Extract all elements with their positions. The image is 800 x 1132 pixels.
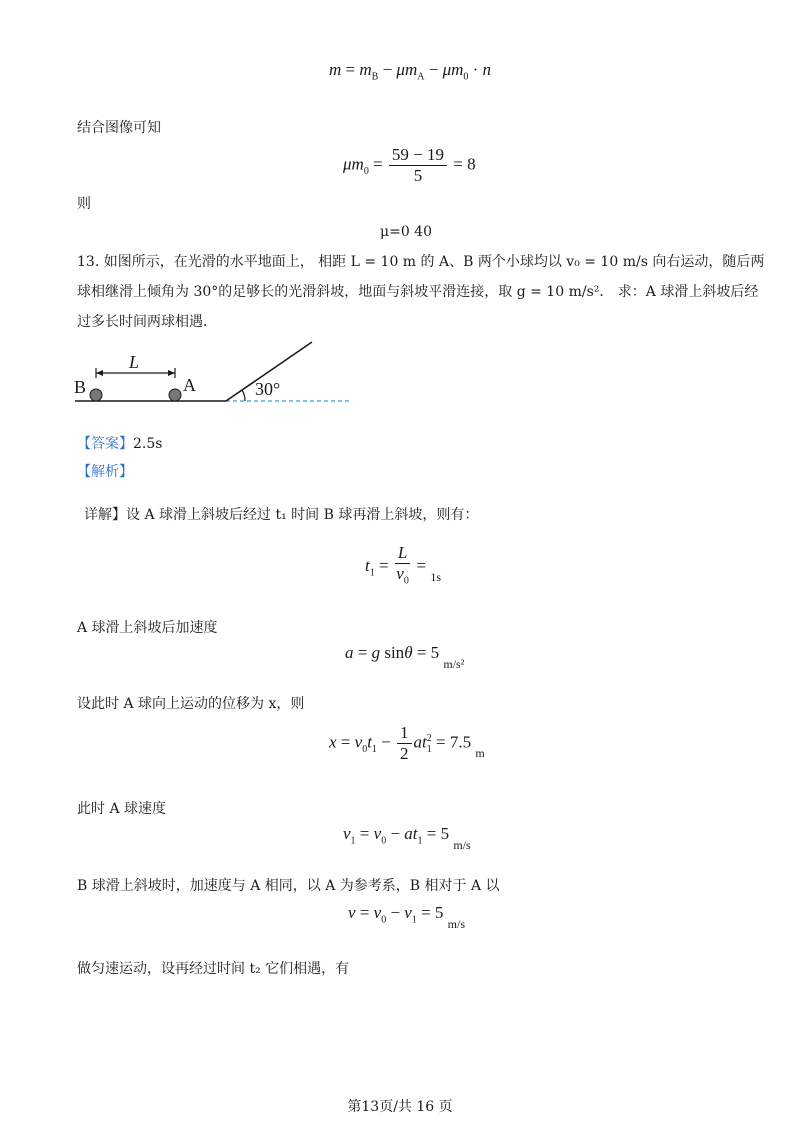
answer-line — [77, 434, 162, 454]
ball-a — [169, 389, 181, 401]
problem-line-3: 过多长时间两球相遇． — [77, 314, 217, 330]
disp-label: 设此时 A 球向上运动的位移为 x，则 — [77, 696, 305, 712]
equation-velocity: $v_1 = v_0 - at_1 = 5$ $_{m/s}$ — [343, 824, 471, 852]
label-a: A — [183, 375, 196, 395]
distance-arrow-right-head — [168, 370, 175, 376]
rel-unit: m/s — [447, 917, 466, 931]
mu-value: μ=0 40 — [380, 224, 433, 240]
analysis-tag: 【解析】 — [77, 464, 133, 480]
vel-result: 5 — [440, 824, 450, 843]
vel-label: 此时 A 球速度 — [77, 801, 167, 817]
equation-relative-velocity: $v = v_0 - v_1 = 5$ $_{m/s}$ — [348, 903, 466, 931]
disp-result: 7.5 — [449, 732, 472, 752]
uniform-label: 做匀速运动，设再经过时间 t₂ 它们相遇，有 — [77, 961, 350, 977]
page-footer: 第13页/共 16 页 — [347, 1099, 453, 1115]
accel-label: A 球滑上斜坡后加速度 — [77, 620, 218, 636]
equation-mass: $m = m_B - \mu m_A - \mu m_0 \cdot n$ — [329, 60, 492, 83]
label-b: B — [74, 377, 87, 397]
relative-label: B 球滑上斜坡时，加速度与 A 相同，以 A 为参考系，B 相对于 A 以 — [77, 878, 500, 894]
text-then: 则 — [77, 196, 91, 212]
t1-result: 1s — [430, 570, 442, 585]
label-angle: 30° — [255, 379, 281, 399]
problem-line-1: 13. 如图所示，在光滑的水平地面上， 相距 L = 10 m 的 A、B 两个小球均以 v₀ = 10 m/s 向右运动，随后两 — [77, 254, 765, 270]
equation-displacement: $x = v_0t_1$ − $\frac{1}{2}$ $at_1^2 = 7.5$ $_m$ — [329, 723, 485, 763]
equation-mu-m0: $\mu m_0$ = $\frac{59 - 19}{5}$ = 8 — [343, 145, 476, 185]
solution-intro: 详解】设 A 球滑上斜坡后经过 t₁ 时间 B 球再滑上斜坡，则有： — [84, 507, 479, 523]
distance-arrow-left-head — [96, 370, 103, 376]
ball-b — [90, 389, 102, 401]
answer-tag: 【答案】 — [77, 436, 133, 452]
accel-unit: m/s² — [443, 657, 465, 671]
text-combine: 结合图像可知 — [77, 120, 161, 136]
angle-arc — [242, 390, 245, 401]
vel-unit: m/s — [453, 838, 471, 852]
problem-line-2: 球相继滑上倾角为 30°的足够长的光滑斜坡，地面与斜坡平滑连接，取 g = 10 m/s²． 求：A 球滑上斜坡后经 — [77, 284, 759, 300]
equation-t1: $t_1$ = $\frac{L}{v_0}$ = $_{1s}$ — [365, 543, 442, 587]
problem-figure — [70, 335, 360, 410]
label-l: L — [129, 352, 140, 372]
accel-result: 5 — [430, 643, 440, 662]
answer-value: 2.5s — [133, 436, 163, 452]
disp-unit: m — [475, 746, 485, 761]
rel-result: 5 — [434, 903, 444, 922]
equation-accel: a = g sinθ = 5 $_{m/s^2}$ — [345, 643, 465, 671]
